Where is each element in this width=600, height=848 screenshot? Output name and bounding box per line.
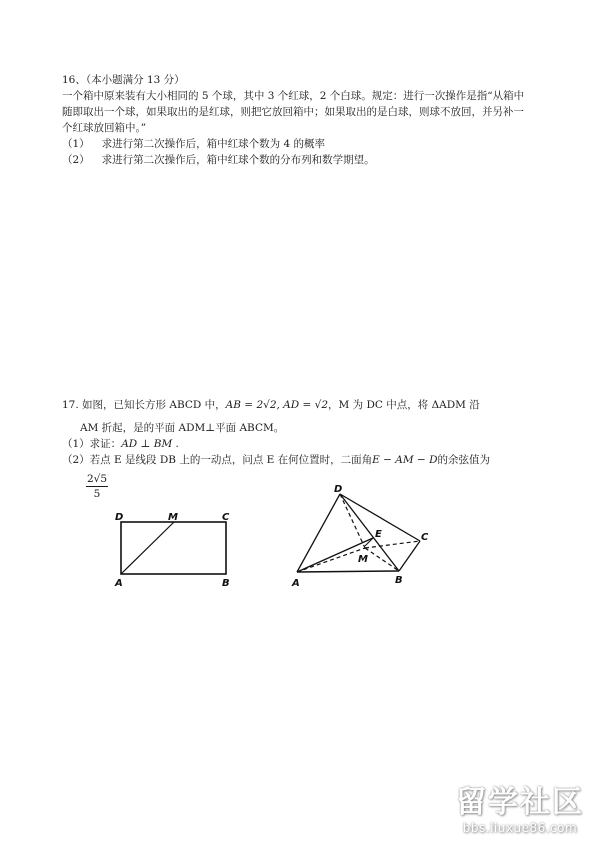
problem16-line-1: 一个箱中原来装有大小相同的 5 个球，其中 3 个红球，2 个白球。规定：进行一次操作是指“从箱中: [62, 90, 525, 102]
problem17-intro-suffix: ，M 为 DC 中点，将 ΔADM 沿: [328, 399, 480, 411]
edge-mb-hidden: [365, 548, 399, 571]
watermark-title: 留学社区: [456, 785, 584, 820]
edge-ad: [297, 494, 340, 572]
part-text: 求进行第二次操作后，箱中红球个数的分布列和数学期望。: [101, 154, 375, 166]
part-math: AD ⊥ BM .: [121, 438, 179, 450]
label-m: M: [168, 512, 178, 523]
problem17-intro: 17. 如图，已知长方形 ABCD 中，: [62, 399, 226, 411]
part-math: E − AM − D: [372, 454, 438, 466]
part-label: （2）若点 E 是线段 DB 上的一动点，问点 E 在何位置时，二面角: [62, 454, 373, 466]
label-c: C: [222, 512, 230, 523]
watermark: [440, 786, 600, 836]
segment-am: [121, 522, 174, 574]
edge-db: [340, 494, 399, 571]
part-number: （2）: [62, 154, 90, 166]
edge-bc: [399, 541, 420, 571]
rectangle-abcd: [121, 522, 226, 574]
label-b: B: [222, 578, 230, 589]
problem16-line-2: 随即取出一个球，如果取出的是红球，则把它放回箱中；如果取出的是白球，则球不放回，并另补一: [62, 106, 524, 118]
part-label: （1）求证：: [62, 438, 122, 450]
edge-ab: [297, 571, 399, 572]
label-a: A: [292, 578, 300, 589]
problem16-line-3: 个红球放回箱中。”: [62, 122, 147, 134]
label-b: B: [395, 575, 403, 586]
label-e: E: [375, 529, 382, 540]
label-d: D: [115, 512, 124, 523]
problem17-line-2: AM 折起，是的平面 ADM⊥平面 ABCM。: [80, 422, 285, 434]
part-suffix: 的余弦值为: [437, 454, 491, 466]
label-a: A: [115, 578, 123, 589]
fraction-denominator: 5: [93, 488, 101, 500]
fraction-numerator: 2√5: [86, 473, 108, 485]
part-number: （1）: [62, 138, 90, 150]
problem16-header: 16、（本小题满分 13 分）: [62, 74, 185, 86]
label-d: D: [334, 484, 343, 495]
label-m: M: [358, 554, 368, 565]
part-text: 求进行第二次操作后，箱中红球个数为 4 的概率: [101, 138, 326, 150]
label-c: C: [421, 532, 429, 543]
edge-mc-hidden: [365, 541, 420, 548]
problem17-given-lengths: AB = 2√2, AD = √2: [225, 399, 329, 411]
figure-rectangle: [121, 522, 226, 574]
watermark-url: bbs.liuxue86.com: [462, 821, 578, 835]
edge-am-hidden: [297, 548, 365, 572]
